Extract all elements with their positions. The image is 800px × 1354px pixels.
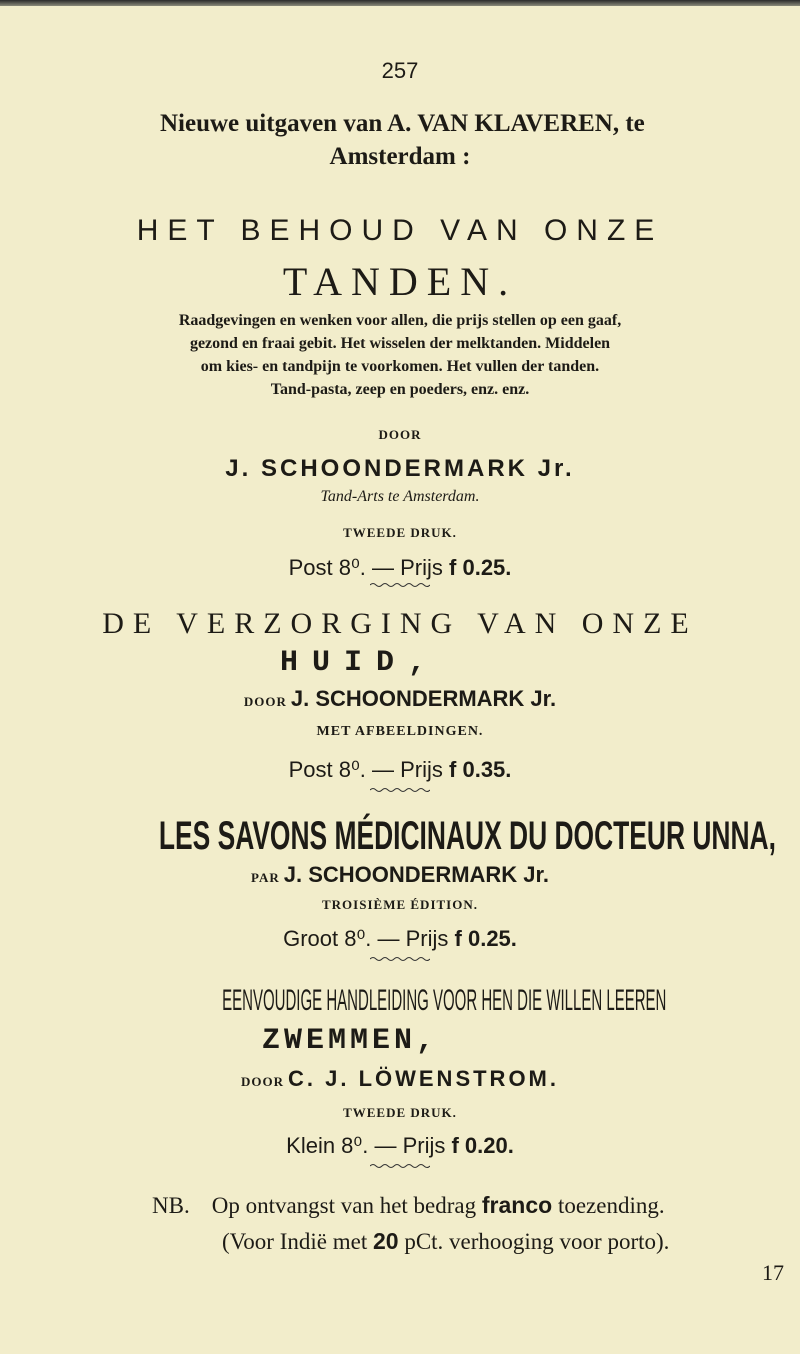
book4-byline: [0, 1066, 800, 1092]
door: DOOR: [241, 1074, 284, 1089]
publisher-city: Amsterdam :: [329, 143, 471, 170]
note-text: pCt. verhooging voor porto).: [404, 1229, 670, 1254]
note-line-1: [152, 1192, 800, 1219]
page-number: 257: [381, 58, 419, 83]
ornament-squiggle: [370, 956, 430, 962]
percent-value: 20: [372, 1228, 399, 1254]
price: f 0.20.: [451, 1133, 514, 1158]
price: f 0.25.: [454, 926, 517, 951]
page-edge: [0, 0, 800, 6]
par: PAR: [250, 870, 280, 885]
franco-emphasis: franco: [481, 1192, 553, 1218]
book2-title: DE VERZORGING VAN ONZE: [102, 607, 698, 640]
book1-desc: gezond en fraai gebit. Het wisselen der melktanden. Middelen: [189, 335, 611, 352]
book1-door: DOOR: [378, 427, 422, 442]
book3-edition: TROISIÈME ÉDITION.: [322, 897, 478, 912]
book4-author: C. J. LÖWENSTROM.: [288, 1066, 559, 1091]
publisher-line: Nieuwe uitgaven van A. VAN KLAVEREN, te: [160, 110, 645, 137]
book1-desc: om kies- en tandpijn te voorkomen. Het vullen der tanden.: [200, 358, 600, 375]
book1-edition: TWEEDE DRUK.: [343, 525, 457, 540]
format: Groot 8⁰. — Prijs: [283, 926, 449, 951]
book3-author: J. SCHOONDERMARK Jr.: [283, 862, 550, 887]
format: Post 8⁰. — Prijs: [288, 757, 443, 782]
book4-title-2: ZWEMMEN,: [261, 1024, 439, 1058]
book4-edition: TWEEDE DRUK.: [343, 1105, 457, 1120]
book1-title: HET BEHOUD VAN ONZE: [136, 214, 664, 247]
book1-desc: Tand-pasta, zeep en poeders, enz. enz.: [270, 381, 530, 398]
ornament-squiggle: [370, 582, 430, 588]
book4-title-row: [0, 984, 800, 1018]
book2-price-line: [0, 757, 800, 783]
note-text: toezending.: [557, 1193, 665, 1218]
price: f 0.35.: [449, 757, 512, 782]
book2-title-2: HUID,: [279, 646, 440, 680]
book1-desc: Raadgevingen en wenken voor allen, die prijs stellen op een gaaf,: [178, 312, 622, 329]
book4-price-line: [0, 1133, 800, 1159]
book3-title-row: [0, 812, 800, 859]
book4-title: EENVOUDIGE HANDLEIDING VOOR HEN DIE WILLEN LEEREN: [222, 984, 667, 1017]
format: Post 8⁰. — Prijs: [288, 555, 443, 580]
book3-byline: [0, 862, 800, 888]
book3-price-line: [0, 926, 800, 952]
book2-author: J. SCHOONDERMARK Jr.: [290, 686, 557, 711]
book1-author: J. SCHOONDERMARK Jr.: [225, 455, 575, 482]
format: Klein 8⁰. — Prijs: [286, 1133, 446, 1158]
book2-note: MET AFBEELDINGEN.: [316, 724, 484, 739]
signature-mark: 17: [762, 1260, 784, 1285]
price: f 0.25.: [449, 555, 512, 580]
book3-title: LES SAVONS MÉDICINAUX DU DOCTEUR UNNA,: [158, 814, 776, 858]
note-text: (Voor Indië met: [222, 1229, 368, 1254]
ornament-squiggle: [370, 1163, 430, 1169]
nb-label: NB.: [152, 1193, 190, 1218]
ornament-squiggle: [370, 787, 430, 793]
door: DOOR: [243, 694, 287, 709]
book1-title-2: TANDEN.: [282, 259, 518, 304]
note-line-2: [222, 1228, 800, 1255]
note-text: Op ontvangst van het bedrag: [211, 1193, 477, 1218]
book1-price-line: [0, 555, 800, 581]
book1-author-title: Tand-Arts te Amsterdam.: [320, 488, 480, 505]
book2-byline: [0, 686, 800, 712]
